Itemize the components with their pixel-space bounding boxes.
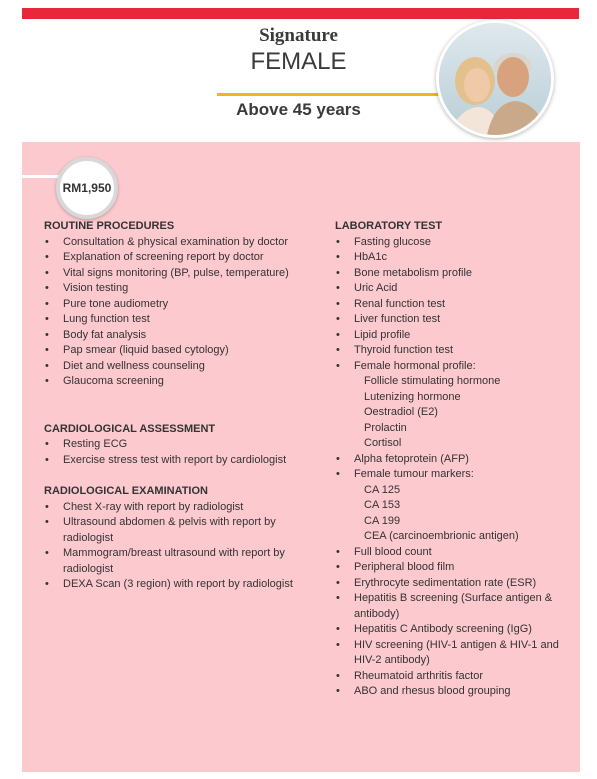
list-item: • Pap smear (liquid based cytology) bbox=[44, 343, 324, 359]
list-item: • Consultation & physical examination by doctor bbox=[44, 235, 324, 251]
routine-title: ROUTINE PROCEDURES bbox=[44, 220, 175, 232]
list-item: • HbA1c bbox=[335, 250, 580, 266]
radio-list bbox=[44, 500, 324, 593]
list-item: • Female tumour markers: bbox=[335, 467, 580, 483]
list-item: • Renal function test bbox=[335, 297, 580, 313]
hormone-sublist bbox=[335, 374, 580, 452]
list-item: • Full blood count bbox=[335, 545, 580, 561]
list-item: • Ultrasound abdomen & pelvis with report by radiologist bbox=[44, 515, 324, 546]
price-connector bbox=[22, 175, 62, 178]
sub-item: Oestradiol (E2) bbox=[364, 406, 438, 418]
list-item: • Body fat analysis bbox=[44, 328, 324, 344]
title-signature: Signature bbox=[259, 25, 338, 46]
title-divider bbox=[217, 93, 448, 96]
list-item: • Mammogram/breast ultrasound with report by radiologist bbox=[44, 546, 324, 577]
left-column bbox=[44, 219, 324, 593]
list-item: • Female hormonal profile: bbox=[335, 359, 580, 375]
list-item: • Hepatitis C Antibody screening (IgG) bbox=[335, 622, 580, 638]
title-female: FEMALE bbox=[250, 48, 347, 75]
list-item: • Lipid profile bbox=[335, 328, 580, 344]
radio-title: RADIOLOGICAL EXAMINATION bbox=[44, 485, 208, 497]
price-badge: RM1,950 bbox=[56, 157, 118, 219]
list-item: • ABO and rhesus blood grouping bbox=[335, 684, 580, 700]
list-item: • Glaucoma screening bbox=[44, 374, 324, 390]
marker-sublist bbox=[335, 483, 580, 545]
age-subtitle: Above 45 years bbox=[236, 100, 361, 119]
list-item: • Peripheral blood film bbox=[335, 560, 580, 576]
top-accent-bar bbox=[22, 8, 579, 19]
sub-item: Lutenizing hormone bbox=[364, 390, 461, 403]
sub-item: Follicle stimulating hormone bbox=[364, 375, 501, 387]
list-item: • HIV screening (HIV-1 antigen & HIV-1 and HIV-2 antibody) bbox=[335, 638, 580, 669]
lab-list bbox=[335, 235, 580, 375]
routine-list bbox=[44, 235, 324, 390]
list-item: • Uric Acid bbox=[335, 281, 580, 297]
list-item: • Liver function test bbox=[335, 312, 580, 328]
list-item: • DEXA Scan (3 region) with report by radiologist bbox=[44, 577, 324, 593]
sub-item: Prolactin bbox=[364, 421, 407, 434]
list-item: • Vision testing bbox=[44, 281, 324, 297]
list-item: • Erythrocyte sedimentation rate (ESR) bbox=[335, 576, 580, 592]
list-item: • Exercise stress test with report by cardiologist bbox=[44, 453, 324, 469]
list-item: • Chest X-ray with report by radiologist bbox=[44, 500, 324, 516]
list-item: • Resting ECG bbox=[44, 437, 324, 453]
list-item: • Rheumatoid arthritis factor bbox=[335, 669, 580, 685]
list-item: • Thyroid function test bbox=[335, 343, 580, 359]
list-item: • Bone metabolism profile bbox=[335, 266, 580, 282]
list-item: • Fasting glucose bbox=[335, 235, 580, 251]
sub-item: CEA (carcinoembrionic antigen) bbox=[364, 530, 519, 542]
lab-list-3 bbox=[335, 545, 580, 700]
list-item: • Vital signs monitoring (BP, pulse, temperature) bbox=[44, 266, 324, 282]
list-item: • Hepatitis B screening (Surface antigen & antibody) bbox=[335, 591, 580, 622]
lab-title: LABORATORY TEST bbox=[335, 220, 443, 232]
right-column bbox=[335, 219, 580, 700]
list-item: • Pure tone audiometry bbox=[44, 297, 324, 313]
lab-list-2 bbox=[335, 452, 580, 483]
sub-item: CA 125 bbox=[364, 483, 401, 496]
list-item: • Alpha fetoprotein (AFP) bbox=[335, 452, 580, 468]
list-item: • Lung function test bbox=[44, 312, 324, 328]
sub-item: CA 199 bbox=[364, 514, 401, 527]
list-item: • Diet and wellness counseling bbox=[44, 359, 324, 375]
list-item: • Explanation of screening report by doctor bbox=[44, 250, 324, 266]
sub-item: Cortisol bbox=[364, 437, 402, 449]
cardio-list bbox=[44, 437, 324, 468]
couple-photo bbox=[436, 20, 554, 138]
cardio-title: CARDIOLOGICAL ASSESSMENT bbox=[44, 422, 216, 435]
sub-item: CA 153 bbox=[364, 499, 401, 511]
